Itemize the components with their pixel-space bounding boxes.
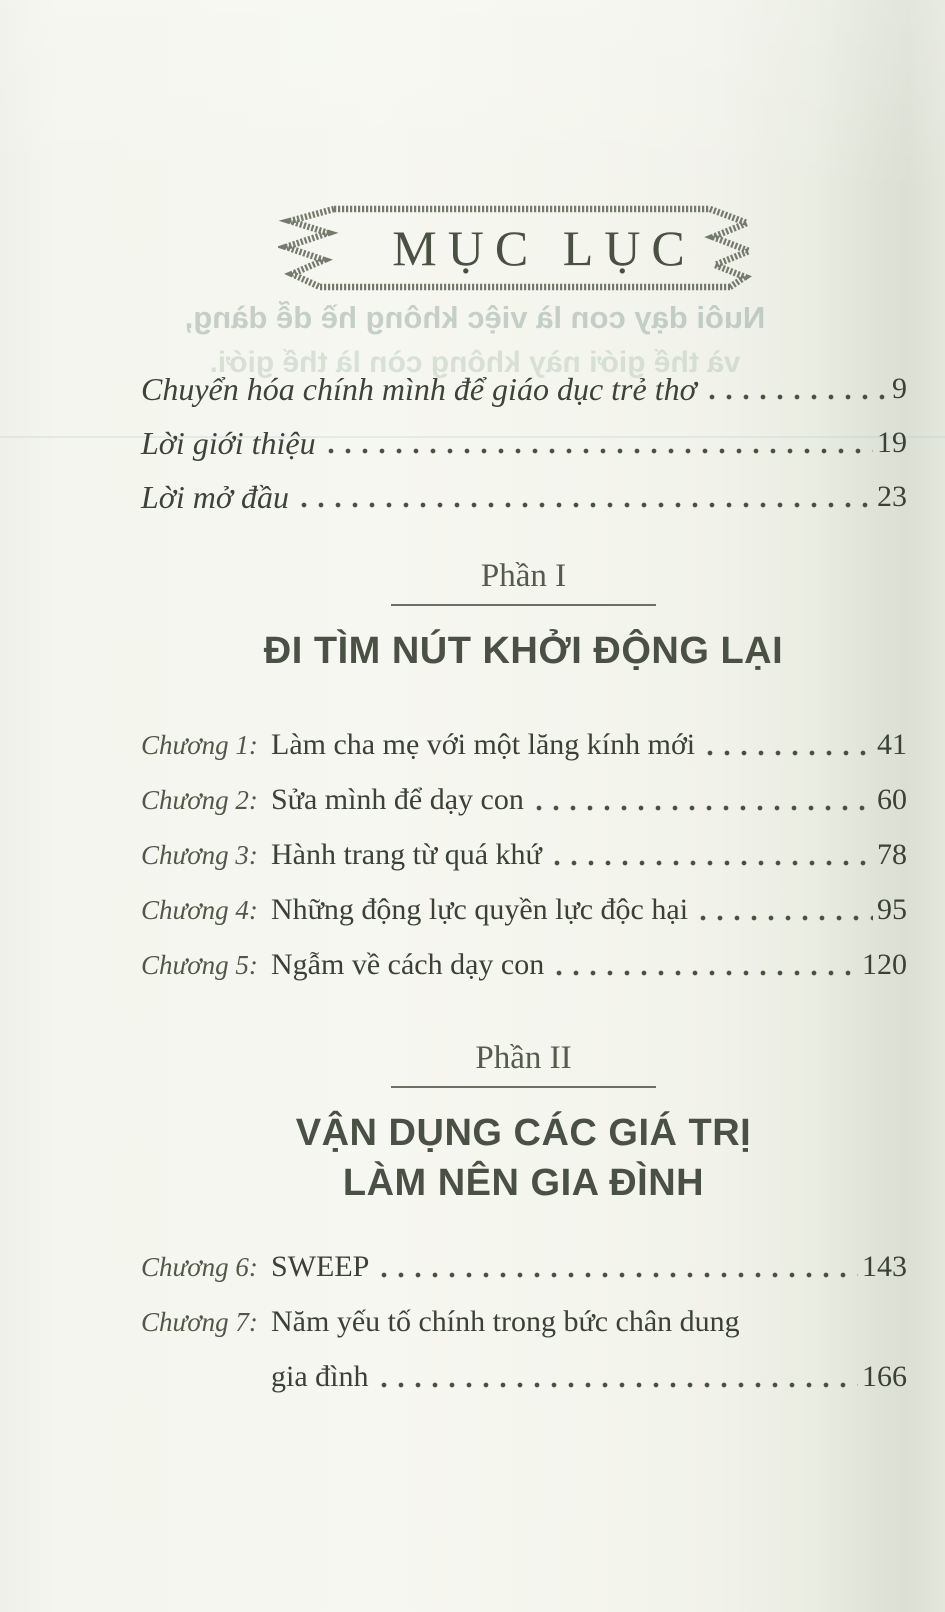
chapter-title: Năm yếu tố chính trong bức chân dung — [271, 1305, 740, 1338]
part2-title-line1: VẬN DỤNG CÁC GIÁ TRỊ — [295, 1112, 752, 1154]
chapter-title: Làm cha mẹ với một lăng kính mới — [271, 728, 696, 761]
chapter-label: Chương 1: — [141, 730, 258, 760]
dot-leader — [381, 1381, 859, 1391]
part2-title-line2: LÀM NÊN GIA ĐÌNH — [342, 1162, 705, 1204]
part1-section-heading — [140, 556, 907, 676]
page-title: MỤC LỤC — [392, 220, 696, 276]
page-number: 41 — [877, 728, 907, 761]
bleedthrough-line-2: và thế giới này không còn là thế giới. — [209, 346, 741, 379]
dot-leader — [328, 447, 873, 457]
chapter-title: Những động lực quyền lực độc hại — [271, 893, 689, 926]
part1-chapter-list — [141, 724, 907, 999]
dot-leader — [709, 393, 888, 403]
chapter-row — [141, 724, 907, 766]
entry-title: Lời mở đầu — [141, 479, 289, 515]
chapter-row — [141, 1246, 907, 1288]
entry-title: Chuyển hóa chính mình để giáo dục trẻ thơ — [141, 371, 697, 407]
page-number: 78 — [877, 838, 907, 871]
chapter-row — [141, 1301, 907, 1343]
chapter-label: Chương 6: — [141, 1252, 258, 1282]
dot-leader — [301, 501, 873, 511]
dot-leader — [381, 1271, 858, 1281]
chapter-row — [141, 779, 907, 821]
toc-entry — [141, 422, 907, 464]
chapter-title: SWEEP — [271, 1250, 370, 1283]
part1-label: Phần I — [391, 556, 656, 606]
part1-title: ĐI TÌM NÚT KHỞI ĐỘNG LẠI — [263, 630, 784, 672]
chapter-label: Chương 7: — [141, 1307, 258, 1337]
entry-title: Lời giới thiệu — [141, 425, 316, 461]
bleedthrough-line-1: Nuôi dạy con là việc không hề dễ dàng, — [184, 300, 766, 335]
part2-label: Phần II — [391, 1038, 656, 1088]
page-number: 143 — [862, 1250, 907, 1283]
page-number: 95 — [877, 893, 907, 926]
chapter-title: Ngẫm về cách dạy con — [271, 948, 545, 981]
chapter-title: Sửa mình để dạy con — [271, 783, 524, 816]
page-number: 60 — [877, 783, 907, 816]
page-number: 120 — [862, 948, 907, 981]
page-number: 19 — [877, 426, 907, 459]
dot-leader — [707, 749, 873, 759]
toc-entry — [141, 368, 907, 410]
chapter-row — [141, 944, 907, 986]
dot-leader — [554, 859, 873, 869]
chapter-row — [141, 889, 907, 931]
toc-banner — [278, 196, 758, 302]
page-number: 166 — [862, 1360, 907, 1393]
chapter-row-continuation — [141, 1356, 907, 1398]
chapter-label-spacer — [141, 1356, 271, 1398]
part2-chapter-list — [141, 1246, 907, 1411]
dot-leader — [700, 914, 873, 924]
part2-section-heading — [140, 1038, 907, 1208]
chapter-label: Chương 4: — [141, 895, 258, 925]
chapter-title-continuation: gia đình — [271, 1360, 369, 1393]
chapter-row — [141, 834, 907, 876]
chapter-label: Chương 5: — [141, 950, 258, 980]
chapter-label: Chương 3: — [141, 840, 258, 870]
dot-leader — [536, 804, 873, 814]
page-number: 9 — [892, 372, 907, 405]
toc-entry — [141, 476, 907, 518]
dot-leader — [556, 969, 858, 979]
chapter-title: Hành trang từ quá khứ — [271, 838, 542, 871]
front-matter-list — [141, 368, 907, 530]
dot-leader — [752, 1326, 903, 1336]
page-number: 23 — [877, 480, 907, 513]
chapter-label: Chương 2: — [141, 785, 258, 815]
